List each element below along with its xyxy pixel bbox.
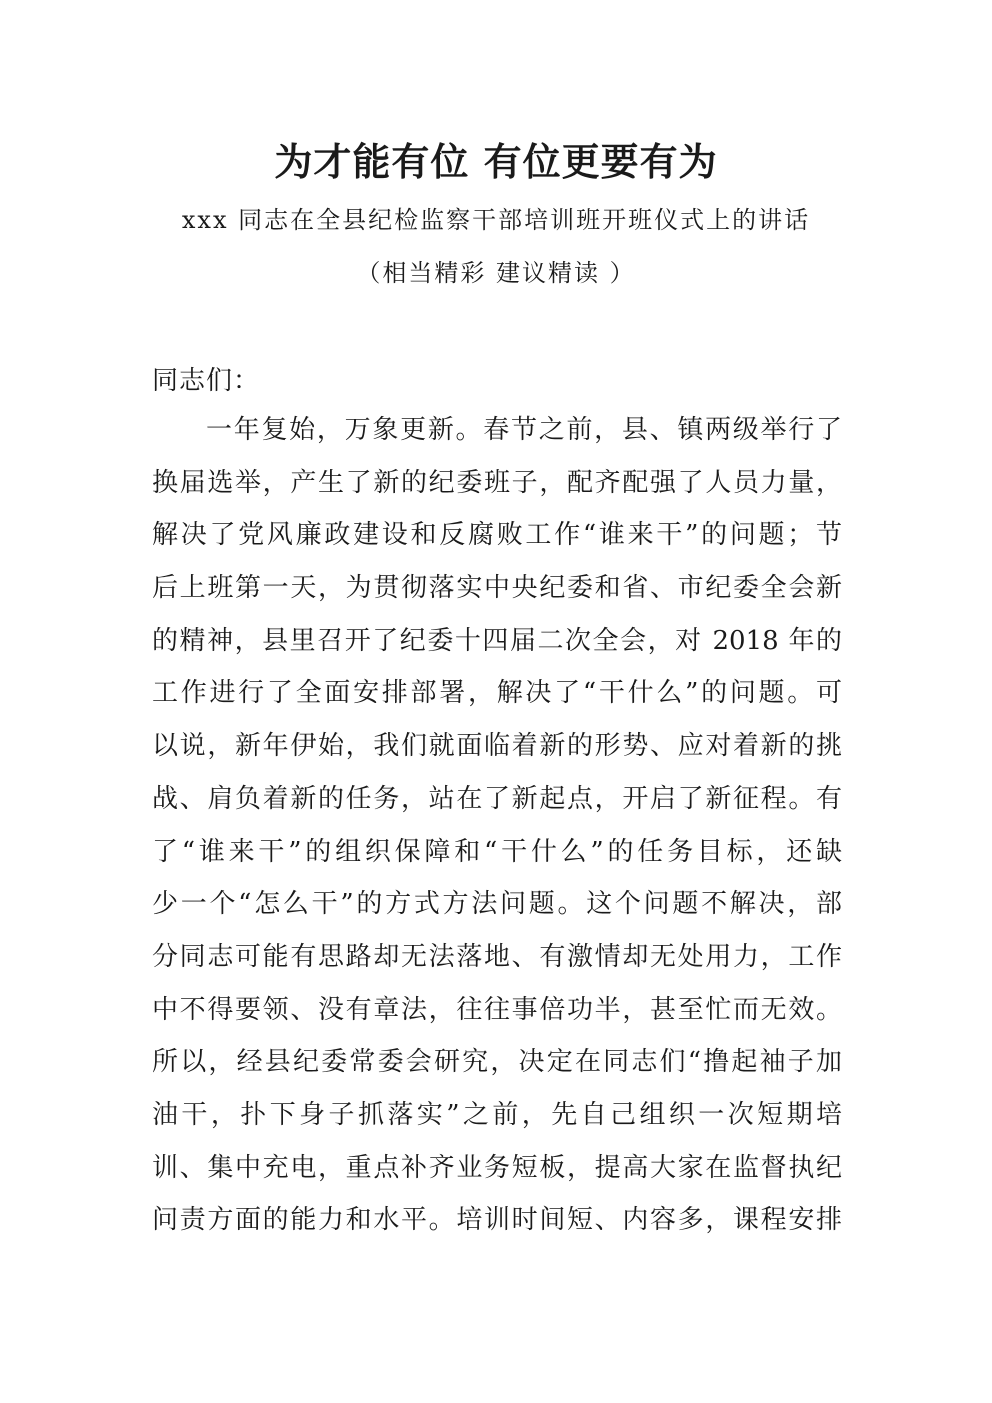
document-subtitle: xxx 同志在全县纪检监察干部培训班开班仪式上的讲话 [181, 206, 811, 234]
body-line: 分同志可能有思路却无法落地、有激情却无处用力，工作 [152, 941, 842, 972]
body-line: 工作进行了全面安排部署，解决了“干什么”的问题。可 [152, 678, 842, 709]
document-title: 为才能有位 有位更要有为 [274, 139, 718, 184]
body-line: 以说，新年伊始，我们就面临着新的形势、应对着新的挑 [152, 731, 842, 762]
body-line: 油干，扑下身子抓落实”之前，先自己组织一次短期培 [152, 1099, 842, 1130]
body-line: 了“谁来干”的组织保障和“干什么”的任务目标，还缺 [152, 836, 842, 867]
body-line: 少一个“怎么干”的方式方法问题。这个问题不解决，部 [152, 889, 842, 920]
body-line: 的精神，县里召开了纪委十四届二次全会，对 2018 年的 [152, 625, 842, 656]
greeting: 同志们： [152, 366, 261, 396]
body-line: 所以，经县纪委常委会研究，决定在同志们“撸起袖子加 [152, 1047, 842, 1078]
body-line: 训、集中充电，重点补齐业务短板，提高大家在监督执纪 [152, 1152, 842, 1183]
body-line: 中不得要领、没有章法，往往事倍功半，甚至忙而无效。 [152, 994, 842, 1025]
reading-note: （相当精彩 建议精读 ） [356, 259, 636, 287]
body-paragraph [152, 412, 842, 1255]
body-line: 换届选举，产生了新的纪委班子，配齐配强了人员力量， [152, 467, 842, 498]
body-line: 一年复始，万象更新。春节之前，县、镇两级举行了 [206, 415, 842, 445]
body-line: 后上班第一天，为贯彻落实中央纪委和省、市纪委全会新 [152, 573, 842, 604]
body-line: 问责方面的能力和水平。培训时间短、内容多，课程安排 [152, 1205, 842, 1236]
body-line: 战、肩负着新的任务，站在了新起点，开启了新征程。有 [152, 783, 842, 814]
body-line: 解决了党风廉政建设和反腐败工作“谁来干”的问题；节 [152, 520, 842, 551]
